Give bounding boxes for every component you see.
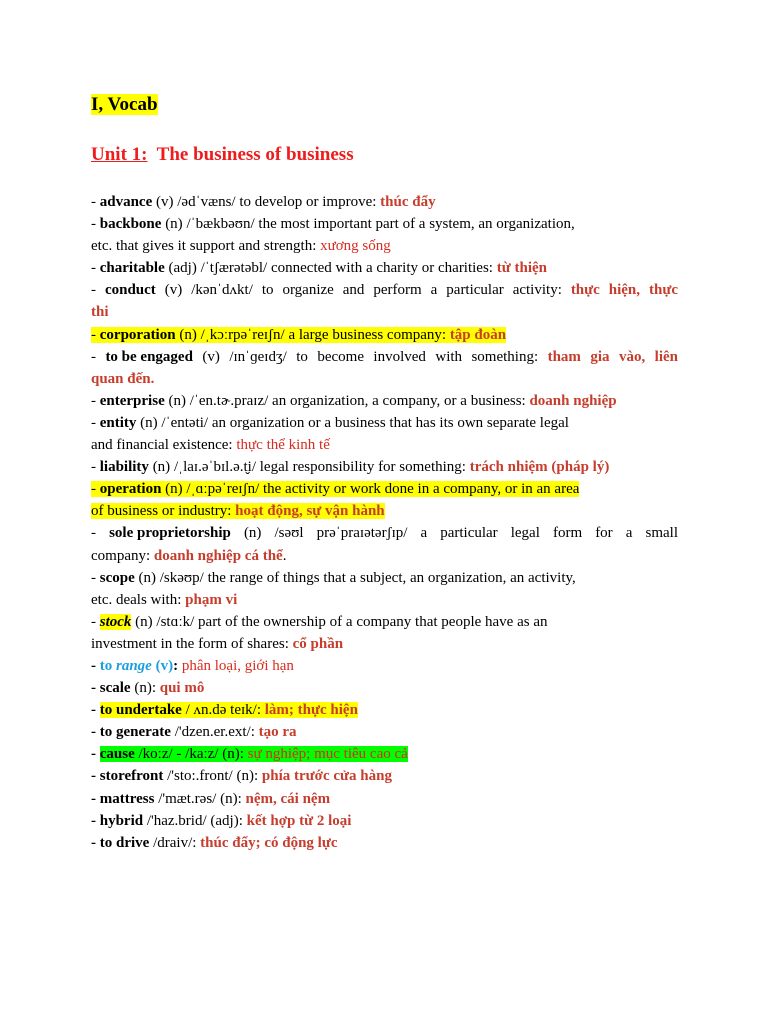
- vocab-entry-entity: - entity (n) /ˈentəti/ an organization or a business that has its own separate legal: [91, 414, 569, 431]
- vocab-meaning: thúc đẩy; có động lực: [200, 834, 338, 851]
- vocab-entry-operation: - operation (n) /ˌɑːpəˈreɪʃn/ the activity or work done in a company, or in an area: [91, 481, 580, 498]
- vocab-entry-backbone: - backbone (n) /ˈbækbəʊn/ the most important part of a system, an organization,: [91, 216, 575, 233]
- vocab-word: to be engaged: [105, 348, 193, 365]
- vocab-entry-scope-cont: etc. deals with: phạm vi: [91, 591, 238, 608]
- vocab-meaning: doanh nghiệp: [529, 392, 617, 409]
- section-title: I, Vocab: [91, 94, 158, 115]
- vocab-word: charitable: [99, 260, 165, 277]
- vocab-entry-entity-cont: and financial existence: thực thể kinh tế: [91, 437, 330, 454]
- vocab-word: enterprise: [99, 392, 165, 409]
- vocab-word: scale: [99, 680, 131, 697]
- vocab-meaning: trách nhiệm (pháp lý): [469, 459, 610, 476]
- vocab-word: range: [116, 657, 152, 674]
- vocab-entry-sole-proprietorship-cont: company: doanh nghiệp cá thể.: [91, 547, 287, 564]
- vocab-entry-conduct-cont: [91, 301, 678, 323]
- vocab-word: to undertake: [99, 702, 182, 719]
- vocab-entry-mattress: - mattress /'mæt.rəs/ (n): nệm, cái nệm: [91, 790, 331, 807]
- vocab-word: to drive: [99, 834, 150, 851]
- vocab-word: hybrid: [99, 812, 144, 829]
- vocab-word: liability: [99, 459, 149, 476]
- vocab-entry-storefront: - storefront /'sto:.front/ (n): phía trước cửa hàng: [91, 768, 392, 785]
- vocab-word: scope: [99, 569, 135, 586]
- vocab-entry-scale: - scale (n): qui mô: [91, 680, 205, 697]
- vocab-entry-sole-proprietorship: - sole proprietorship (n) /səʊl prəˈpraɪətərʃɪp/ a particular legal form for a small: [91, 522, 678, 544]
- vocab-entry-cause: - cause /koːz/ - /kaːz/ (n): sự nghiệp; mục tiêu cao cả: [91, 746, 408, 763]
- vocab-word: to generate: [99, 724, 171, 741]
- vocab-entry-backbone-cont: etc. that gives it support and strength: xương sống: [91, 238, 391, 255]
- vocab-meaning: kết hợp từ 2 loại: [246, 812, 352, 829]
- vocab-meaning: tập đoàn: [449, 326, 507, 343]
- vocab-entry-operation-cont: of business or industry: hoạt động, sự vận hành: [91, 503, 385, 520]
- vocab-word: stock: [99, 613, 132, 630]
- vocab-meaning: xương sống: [320, 238, 391, 255]
- vocab-entry-enterprise: - enterprise (n) /ˈen.tɚ.praɪz/ an organization, a company, or a business: doanh nghiệp: [91, 392, 617, 409]
- vocab-meaning: phạm vi: [185, 591, 238, 608]
- vocab-meaning: sự nghiệp; mục tiêu cao cả: [247, 746, 408, 763]
- vocab-word: entity: [99, 414, 137, 431]
- vocab-entry-to-drive: - to drive /draiv/: thúc đẩy; có động lực: [91, 834, 338, 851]
- unit-name: The business of business: [156, 144, 354, 165]
- vocab-entry-scope: - scope (n) /skəʊp/ the range of things that a subject, an organization, an activity,: [91, 569, 576, 586]
- unit-title: [91, 144, 354, 166]
- vocab-entry-hybrid: - hybrid /'haz.brid/ (adj): kết hợp từ 2 loại: [91, 812, 352, 829]
- vocab-entry-stock: - stock (n) /stɑːk/ part of the ownership of a company that people have as an: [91, 613, 548, 630]
- vocab-meaning: từ thiện: [496, 260, 547, 277]
- vocab-meaning: thực thể kinh tế: [236, 437, 330, 454]
- vocab-meaning: quan đến.: [91, 370, 155, 387]
- vocab-word: operation: [99, 481, 162, 498]
- vocab-entry-to-undertake: - to undertake / ʌn.də teɪk/: làm; thực hiện: [91, 702, 358, 719]
- vocab-meaning: thúc đẩy: [380, 194, 436, 210]
- vocab-word: corporation: [99, 326, 176, 343]
- vocab-meaning: thi: [91, 304, 109, 321]
- vocab-entry-to-be-engaged: - to be engaged (v) /ɪnˈɡeɪdʒ/ to become involved with something: tham gia vào, liên: [91, 346, 678, 368]
- vocab-entry-advance: - advance (v) /ədˈvæns/ to develop or improve: thúc đẩy: [91, 194, 436, 210]
- vocab-word: storefront: [99, 768, 164, 785]
- vocab-word: conduct: [104, 282, 156, 299]
- unit-label: Unit 1:: [91, 144, 148, 165]
- vocab-entry-conduct: - conduct (v) /kənˈdʌkt/ to organize and perform a particular activity: thực hiện, thực: [91, 279, 678, 301]
- vocab-entry-stock-cont: investment in the form of shares: cổ phần: [91, 635, 344, 652]
- vocab-entry-charitable: - charitable (adj) /ˈtʃærətəbl/ connected with a charity or charities: từ thiện: [91, 260, 547, 277]
- vocab-meaning: làm; thực hiện: [264, 702, 358, 719]
- vocab-entry-to-be-engaged-cont: [91, 368, 678, 390]
- vocab-meaning: phân loại, giới hạn: [181, 657, 294, 674]
- vocab-entry-liability: - liability (n) /ˌlaɪ.əˈbɪl.ə.t̬i/ legal responsibility for something: trách nhiệm (pháp lý): [91, 459, 610, 476]
- vocab-meaning: tạo ra: [258, 724, 297, 741]
- vocab-word: cause: [99, 746, 135, 763]
- vocab-entry-to-generate: - to generate /'dzen.er.ext/: tạo ra: [91, 724, 297, 741]
- vocab-entry-to-range: - to range (v): phân loại, giới hạn: [91, 657, 294, 674]
- vocab-meaning: doanh nghiệp cá thể: [153, 547, 283, 564]
- vocab-meaning: hoạt động, sự vận hành: [235, 503, 385, 520]
- vocab-meaning: nệm, cái nệm: [245, 790, 331, 807]
- vocab-list: [91, 191, 678, 854]
- vocab-word: advance: [99, 194, 153, 210]
- vocab-word: sole proprietorship: [109, 525, 231, 542]
- vocab-meaning: phía trước cửa hàng: [261, 768, 392, 785]
- vocab-entry-corporation: - corporation (n) /ˌkɔːrpəˈreɪʃn/ a large business company: tập đoàn: [91, 326, 507, 343]
- vocab-word: backbone: [99, 216, 162, 233]
- vocab-meaning: qui mô: [159, 680, 205, 697]
- vocab-meaning: cổ phần: [292, 635, 344, 652]
- vocab-word: mattress: [99, 790, 155, 807]
